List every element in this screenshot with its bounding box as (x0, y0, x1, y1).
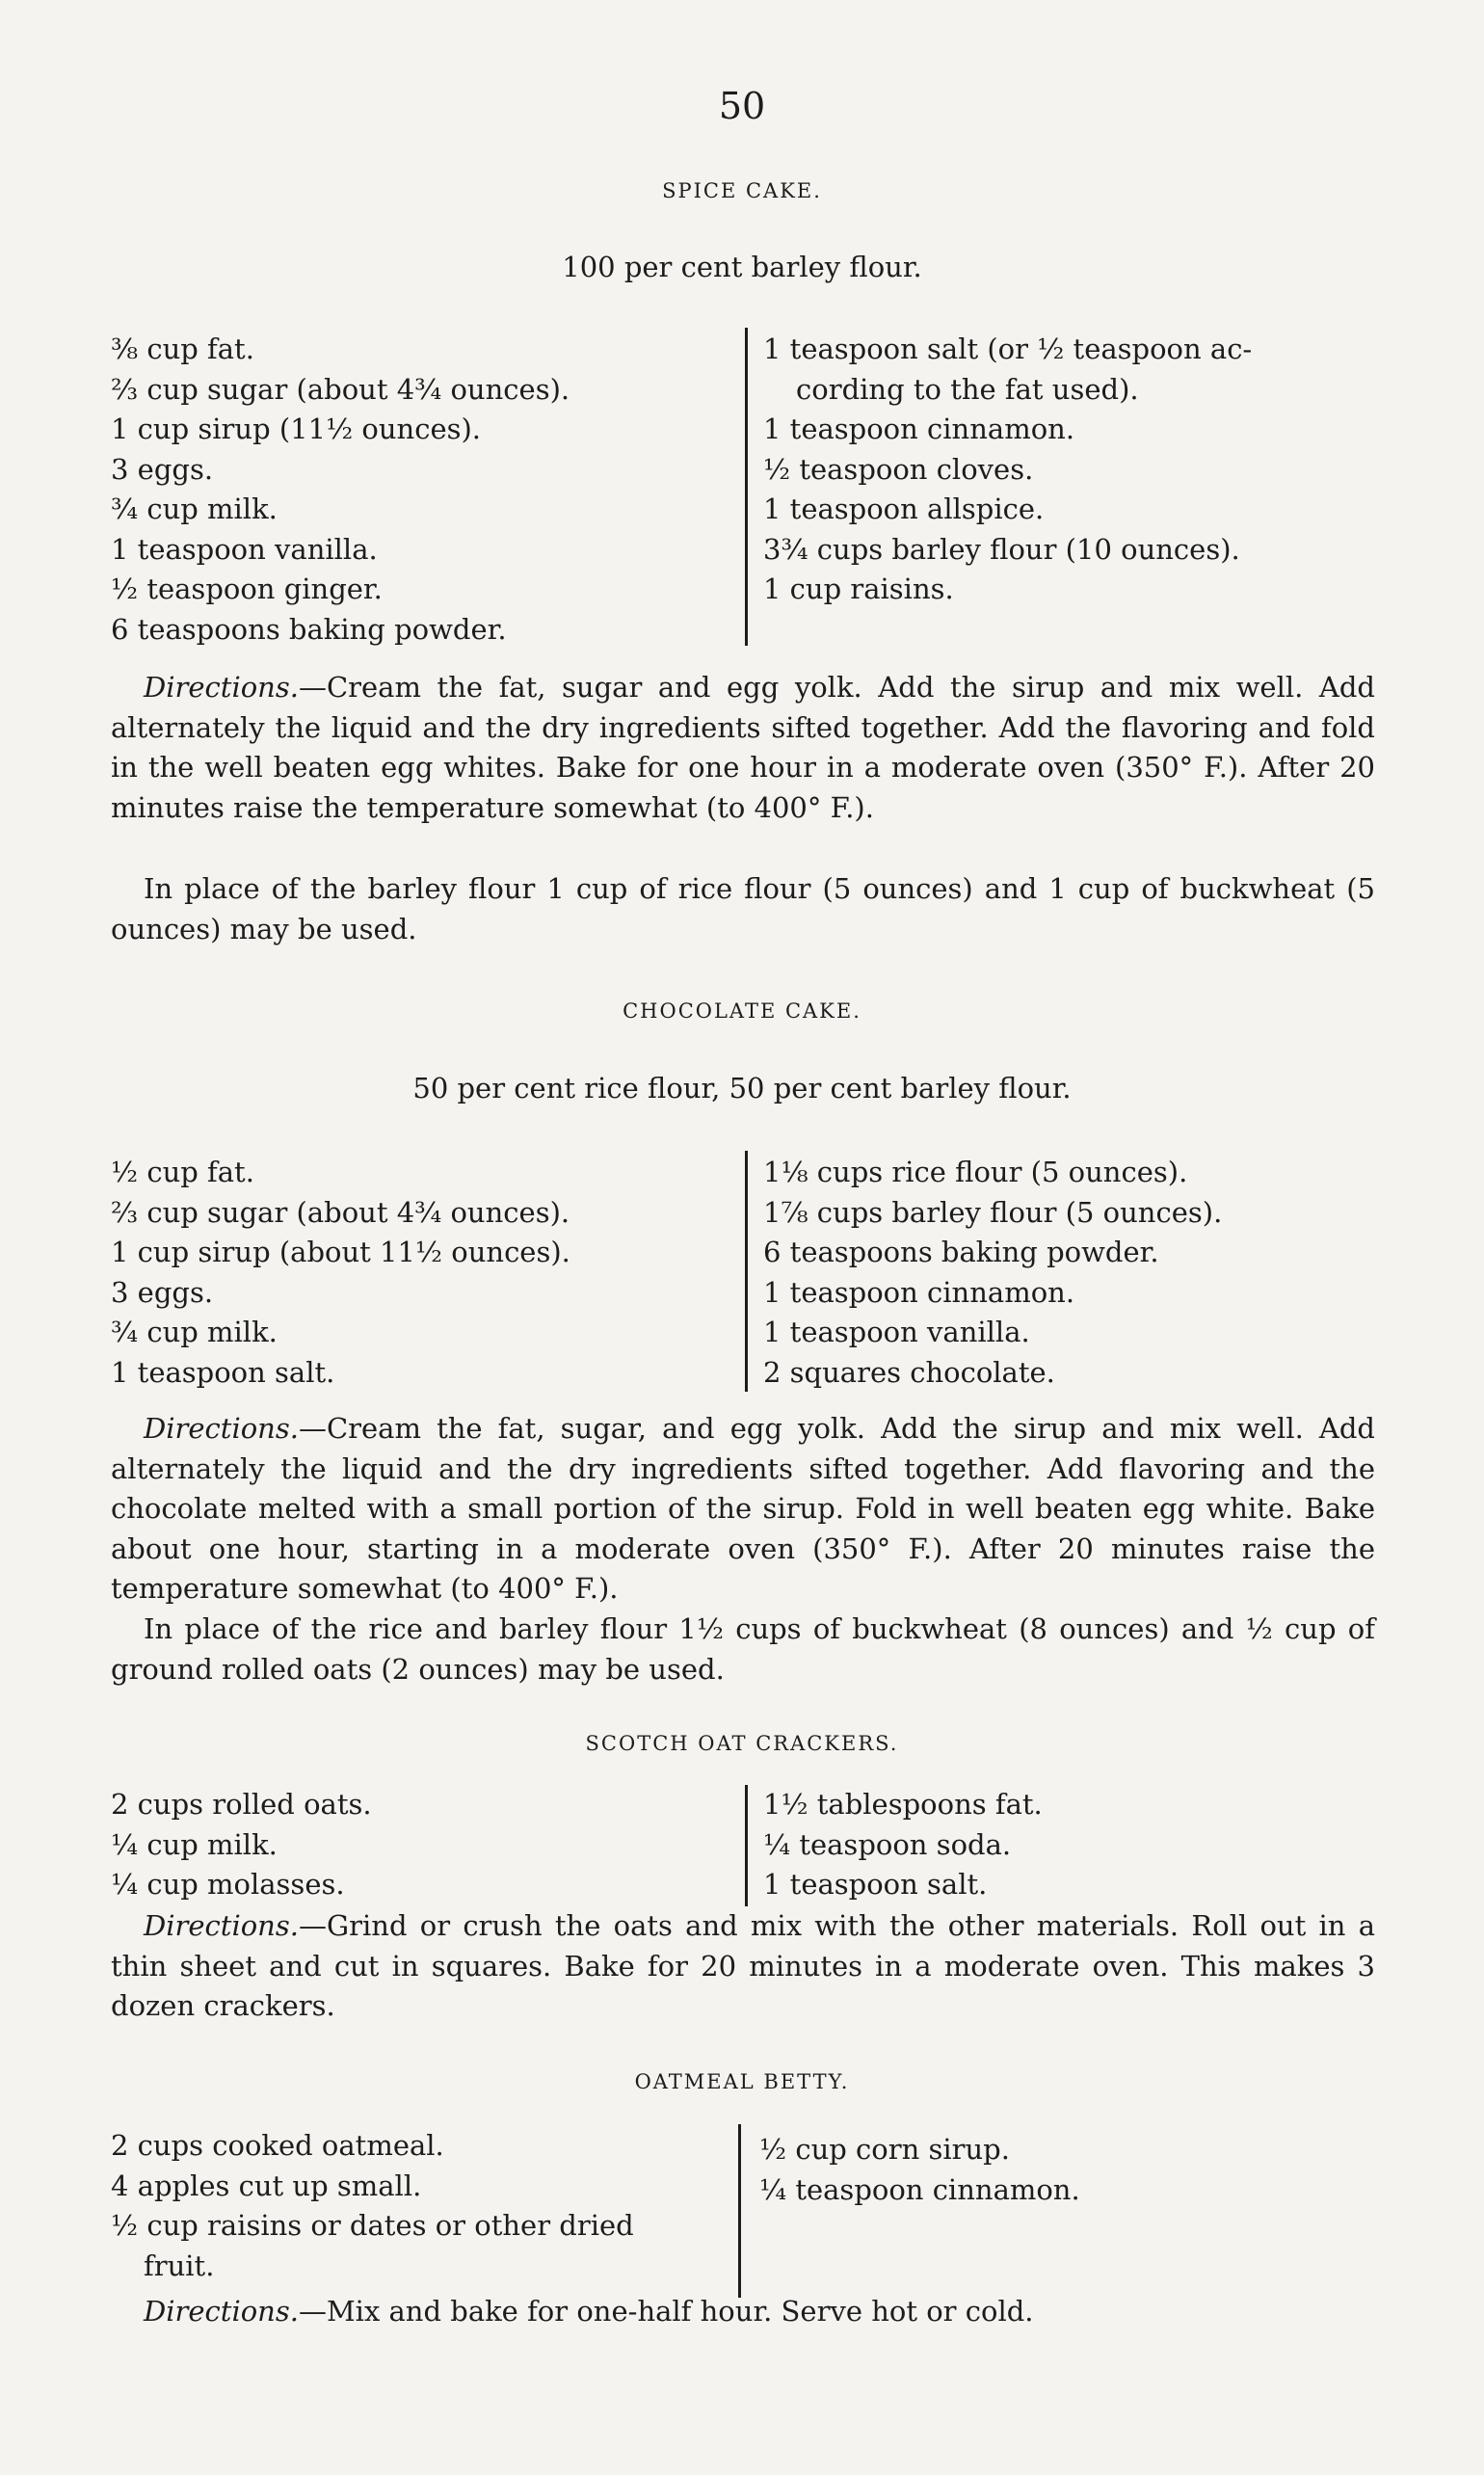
oatmeal-betty-directions (111, 2292, 1375, 2332)
chocolate-cake-subheading: 50 per cent rice flour, 50 per cent barley flour. (412, 1072, 1072, 1104)
ingredient: 1 cup raisins. (763, 572, 954, 605)
ingredient: ¼ teaspoon soda. (763, 1827, 1012, 1861)
spice-cake-note (111, 869, 1375, 949)
directions-label: Directions. (144, 2295, 299, 2328)
spice-cake-subheading: 100 per cent barley flour. (562, 251, 922, 283)
ingredient: 2 squares chocolate. (763, 1355, 1055, 1389)
ingredient: 2 cups rolled oats. (111, 1788, 372, 1821)
ingredient: 6 teaspoons baking powder. (763, 1236, 1159, 1268)
ingredient: 1 teaspoon vanilla. (111, 532, 378, 566)
directions-label: Directions. (144, 1412, 299, 1445)
ingredient: 1 teaspoon vanilla. (763, 1316, 1030, 1348)
oatmeal-betty-left-ingredients (111, 2126, 634, 2286)
ingredient: ½ cup corn sirup. (759, 2133, 1010, 2166)
spice-cake-right-ingredients (763, 330, 1252, 610)
ingredient: 6 teaspoons baking powder. (111, 612, 507, 646)
column-divider (745, 1151, 748, 1392)
ingredient: 3 eggs. (111, 1275, 214, 1309)
spice-cake-heading: SPICE CAKE. (662, 179, 822, 202)
ingredient: 1 cup sirup (about 11½ ounces). (111, 1236, 570, 1268)
ingredient: fruit. (144, 2249, 215, 2282)
directions-label: Directions. (144, 671, 299, 704)
chocolate-cake-note (111, 1610, 1375, 1690)
ingredient: 1 teaspoon salt (or ½ teaspoon ac- (763, 333, 1253, 365)
ingredient: 1 teaspoon salt. (763, 1868, 988, 1901)
ingredient: 3¾ cups barley flour (10 ounces). (763, 532, 1240, 566)
chocolate-cake-right-ingredients (763, 1153, 1222, 1393)
ingredient: 1 teaspoon salt. (111, 1355, 335, 1389)
column-divider (745, 328, 748, 646)
ingredient: cording to the fat used). (796, 372, 1139, 406)
note-text: In place of the rice and barley flour 1½ cups of buckwheat (8 ounces) and ½ cup of ground rolled oats (2 ounces) may be used. (111, 1612, 1375, 1686)
ingredient: 1½ tablespoons fat. (763, 1788, 1043, 1821)
scotch-oat-crackers-heading: SCOTCH OAT CRACKERS. (585, 1732, 899, 1755)
spice-cake-directions (111, 668, 1375, 828)
directions-label: Directions. (144, 1909, 299, 1942)
directions-text: —Cream the fat, sugar, and egg yolk. Add the sirup and mix well. Add alternately the liquid and the dry ingredients sifted together. Add flavoring and the chocolate melted with a small portion of the sirup. Fold in well beaten egg white. Bake about one hour, starting in a moderate oven (350° F.). After 20 minutes raise the temperature somewhat (to 400° F.). (111, 1412, 1375, 1605)
ingredient: ⅔ cup sugar (about 4¾ ounces). (111, 1195, 570, 1229)
scotch-oat-crackers-directions (111, 1906, 1375, 2027)
ingredient: 1 teaspoon cinnamon. (763, 1275, 1075, 1309)
ingredient: ⅔ cup sugar (about 4¾ ounces). (111, 372, 570, 406)
oatmeal-betty-right-ingredients (759, 2130, 1080, 2210)
column-divider (738, 2124, 741, 2298)
chocolate-cake-heading: CHOCOLATE CAKE. (623, 999, 861, 1023)
directions-text: —Mix and bake for one-half hour. Serve hot or cold. (298, 2295, 1034, 2328)
ingredient: ½ teaspoon cloves. (763, 452, 1034, 486)
ingredient: 1 teaspoon allspice. (763, 492, 1045, 525)
chocolate-cake-left-ingredients (111, 1153, 570, 1393)
chocolate-cake-directions (111, 1409, 1375, 1610)
spice-cake-left-ingredients (111, 330, 570, 650)
ingredient: ½ teaspoon ginger. (111, 572, 383, 605)
ingredient: 1⅛ cups rice flour (5 ounces). (763, 1156, 1188, 1188)
ingredient: ¾ cup milk. (111, 492, 278, 525)
ingredient: 4 apples cut up small. (111, 2169, 422, 2202)
ingredient: 1 cup sirup (11½ ounces). (111, 412, 482, 445)
scotch-oat-crackers-left-ingredients (111, 1785, 372, 1905)
ingredient: 1 teaspoon cinnamon. (763, 412, 1075, 445)
note-text: In place of the barley flour 1 cup of rice flour (5 ounces) and 1 cup of buckwheat (5 ounces) may be used. (111, 872, 1375, 945)
page-number: 50 (718, 85, 766, 127)
ingredient: ¼ cup molasses. (111, 1868, 345, 1901)
ingredient: 3 eggs. (111, 452, 214, 486)
ingredient: ¼ cup milk. (111, 1827, 278, 1861)
ingredient: ¾ cup milk. (111, 1316, 278, 1348)
scotch-oat-crackers-right-ingredients (763, 1785, 1043, 1905)
directions-text: —Cream the fat, sugar and egg yolk. Add the sirup and mix well. Add alternately the liquid and the dry ingredients sifted together. Add the flavoring and fold in the well beaten egg whites. Bake for one hour in a moderate oven (350° F.). After 20 minutes raise the temperature somewhat (to 400° F.). (111, 671, 1375, 824)
ingredient: ½ cup fat. (111, 1156, 254, 1188)
ingredient: 1⅞ cups barley flour (5 ounces). (763, 1195, 1223, 1229)
ingredient: ¼ teaspoon cinnamon. (759, 2172, 1080, 2206)
ingredient: 2 cups cooked oatmeal. (111, 2129, 444, 2162)
oatmeal-betty-heading: OATMEAL BETTY. (634, 2070, 850, 2093)
ingredient: ½ cup raisins or dates or other dried (111, 2209, 634, 2242)
ingredient: ⅜ cup fat. (111, 333, 254, 365)
column-divider (745, 1785, 748, 1906)
directions-text: —Grind or crush the oats and mix with the other materials. Roll out in a thin sheet and cut in squares. Bake for 20 minutes in a moderate oven. This makes 3 dozen crackers. (111, 1909, 1375, 2022)
